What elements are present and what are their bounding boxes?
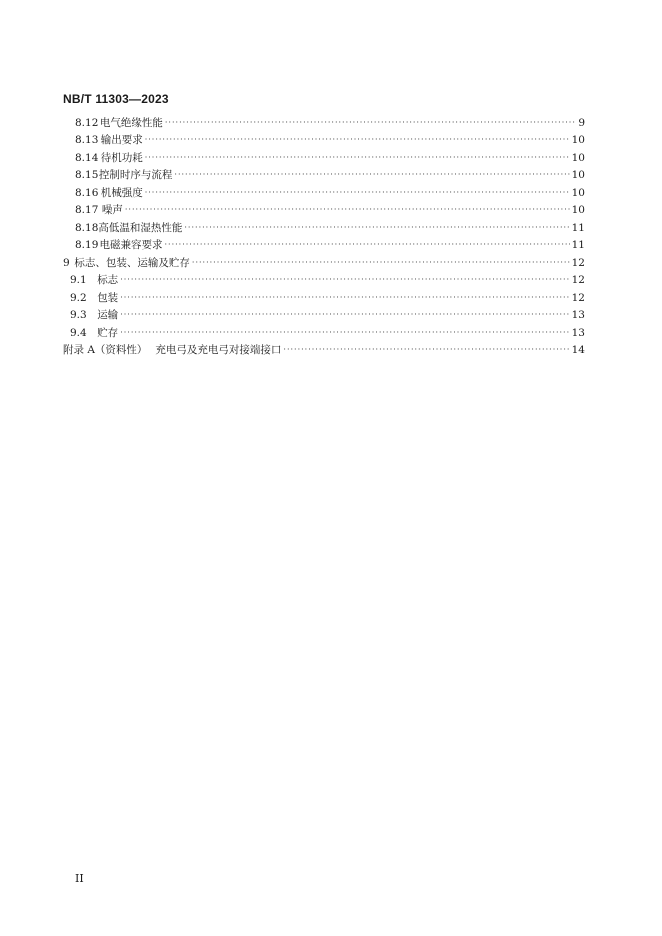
toc-dot-leader	[165, 240, 570, 249]
toc-entry-title: 噪声	[101, 204, 123, 216]
toc-entry-title: 标志、包装、运输及贮存	[74, 257, 190, 269]
toc-entry-page: 9	[578, 117, 585, 129]
toc-dot-leader	[145, 135, 570, 144]
toc-dot-leader	[125, 205, 570, 214]
toc-entry-title: 充电弓及充电弓对接端接口	[155, 344, 282, 356]
toc-entry-page: 10	[571, 169, 585, 181]
toc-entry-number: 9.3	[70, 309, 87, 321]
toc-entry-number: 9	[63, 257, 70, 269]
toc-dot-leader	[165, 118, 576, 127]
toc-entry-page: 10	[571, 152, 585, 164]
toc-entry-number: 9.1	[70, 274, 87, 286]
toc-entry-number: 8.14	[75, 152, 99, 164]
toc-dot-leader	[174, 170, 569, 179]
toc-entry[interactable]	[75, 220, 585, 237]
toc-entry-page: 10	[571, 134, 585, 146]
toc-entry-number: 8.15	[75, 169, 99, 181]
toc-entry-page: 14	[571, 344, 585, 356]
toc-entry-title: 输出要求	[100, 134, 143, 146]
toc-entry[interactable]	[63, 255, 585, 272]
toc-entry-page: 12	[571, 257, 585, 269]
toc-entry[interactable]	[63, 342, 585, 359]
toc-entry-page: 13	[571, 327, 585, 339]
toc-entry-title: 标志	[97, 274, 119, 286]
toc-entry-title: 贮存	[97, 327, 119, 339]
toc-entry[interactable]	[75, 150, 585, 167]
toc-entry-title: 包装	[97, 292, 119, 304]
toc-entry-page: 13	[571, 309, 585, 321]
toc-entry[interactable]	[70, 272, 585, 289]
toc-entry-page: 12	[571, 292, 585, 304]
toc-entry-page: 10	[571, 187, 585, 199]
toc-entry-title: 运输	[97, 309, 119, 321]
toc-dot-leader	[283, 345, 569, 354]
toc-entry[interactable]	[75, 202, 585, 219]
toc-entry-title: 电气绝缘性能	[99, 117, 163, 129]
toc-entry[interactable]	[75, 115, 585, 132]
toc-entry-page: 11	[571, 222, 585, 234]
toc-dot-leader	[120, 328, 569, 337]
toc-entry-number: 附录 A（资料性）	[63, 344, 148, 356]
toc-entry[interactable]	[75, 167, 585, 184]
toc-entry-title: 电磁兼容要求	[99, 239, 163, 251]
toc-dot-leader	[145, 188, 570, 197]
toc-dot-leader	[184, 223, 569, 232]
toc-entry-title: 机械强度	[100, 187, 143, 199]
toc-dot-leader	[120, 310, 569, 319]
toc-dot-leader	[120, 293, 569, 302]
toc-entry[interactable]	[75, 237, 585, 254]
toc-entry-title: 高低温和湿热性能	[98, 222, 183, 234]
toc-entry-number: 9.4	[70, 327, 87, 339]
toc-entry-page: 11	[571, 239, 585, 251]
toc-dot-leader	[145, 153, 570, 162]
toc-entry-page: 10	[571, 204, 585, 216]
toc-entry-number: 8.19	[75, 239, 99, 251]
toc-entry-title: 控制时序与流程	[98, 169, 173, 181]
toc-entry[interactable]	[70, 307, 585, 324]
page-number: II	[75, 872, 84, 885]
toc-entry-number: 8.18	[75, 222, 99, 234]
toc-dot-leader	[120, 275, 569, 284]
toc-entry[interactable]	[70, 325, 585, 342]
toc-entry[interactable]	[70, 290, 585, 307]
toc-entry[interactable]	[75, 132, 585, 149]
toc-dot-leader	[192, 258, 570, 267]
toc-entry-number: 9.2	[70, 292, 87, 304]
toc-entry-number: 8.12	[75, 117, 99, 129]
toc-entry-title: 待机功耗	[100, 152, 143, 164]
toc-entry-number: 8.16	[75, 187, 99, 199]
toc-entry-number: 8.17	[75, 204, 99, 216]
document-standard-number: NB/T 11303—2023	[63, 92, 169, 106]
toc-entry[interactable]	[75, 185, 585, 202]
toc-entry-page: 12	[571, 274, 585, 286]
toc-entry-number: 8.13	[75, 134, 99, 146]
